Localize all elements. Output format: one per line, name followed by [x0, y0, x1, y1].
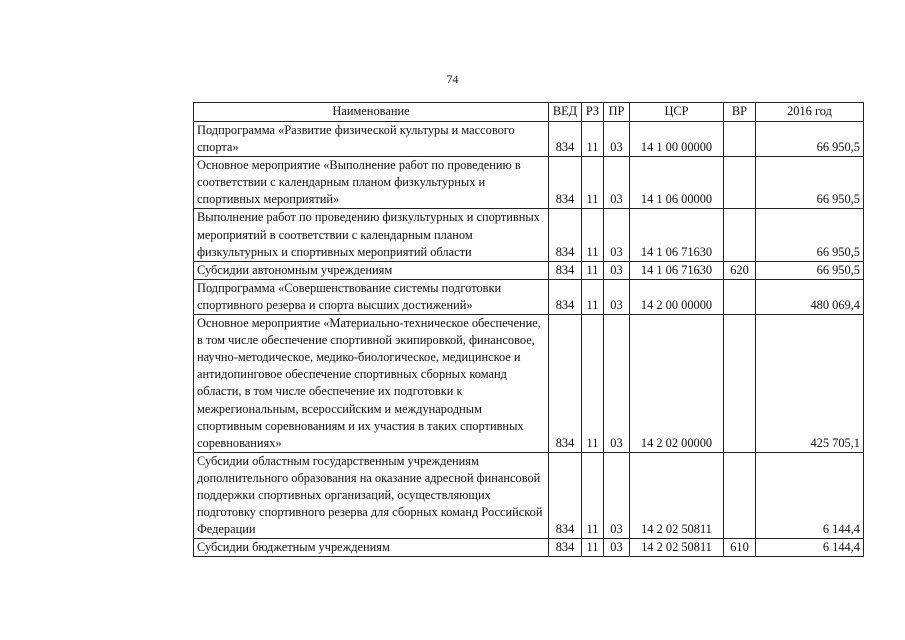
row-name: Подпрограмма «Совершенствование системы подготовки спортивного резерва и спорта высших достижений» [194, 279, 549, 314]
table-row [194, 452, 864, 538]
row-csr: 14 2 00 00000 [630, 279, 724, 314]
row-csr: 14 1 06 00000 [630, 157, 724, 209]
table-row [194, 279, 864, 314]
row-vr [724, 122, 756, 157]
table-row [194, 315, 864, 453]
table-row [194, 539, 864, 557]
row-pr: 03 [604, 452, 630, 538]
row-pr: 03 [604, 279, 630, 314]
row-name: Подпрограмма «Развитие физической культуры и массового спорта» [194, 122, 549, 157]
row-vr [724, 209, 756, 261]
row-ved: 834 [549, 261, 582, 279]
row-amount: 66 950,5 [756, 157, 864, 209]
header-year: 2016 год [756, 103, 864, 122]
row-name: Субсидии областным государственным учреждениям дополнительного образования на оказание адресной финансовой поддержки спортивных организаций, осуществляющих подготовку спортивного резерва для сборных команд Российской Федерации [194, 452, 549, 538]
row-vr: 620 [724, 261, 756, 279]
header-rz: РЗ [582, 103, 604, 122]
row-vr [724, 452, 756, 538]
row-rz: 11 [582, 157, 604, 209]
row-pr: 03 [604, 315, 630, 453]
page-number: 74 [446, 72, 459, 86]
table-header-row [194, 103, 864, 122]
row-ved: 834 [549, 157, 582, 209]
row-csr: 14 2 02 00000 [630, 315, 724, 453]
row-rz: 11 [582, 122, 604, 157]
row-rz: 11 [582, 279, 604, 314]
row-amount: 480 069,4 [756, 279, 864, 314]
row-ved: 834 [549, 279, 582, 314]
row-vr [724, 279, 756, 314]
header-name: Наименование [194, 103, 549, 122]
row-name: Субсидии автономным учреждениям [194, 261, 549, 279]
row-rz: 11 [582, 452, 604, 538]
row-amount: 6 144,4 [756, 452, 864, 538]
row-csr: 14 2 02 50811 [630, 539, 724, 557]
table-row [194, 157, 864, 209]
budget-table [193, 102, 864, 557]
header-vr: ВР [724, 103, 756, 122]
row-pr: 03 [604, 539, 630, 557]
row-rz: 11 [582, 315, 604, 453]
row-name: Субсидии бюджетным учреждениям [194, 539, 549, 557]
table-row [194, 122, 864, 157]
row-ved: 834 [549, 209, 582, 261]
row-rz: 11 [582, 539, 604, 557]
row-csr: 14 1 06 71630 [630, 261, 724, 279]
row-pr: 03 [604, 261, 630, 279]
row-pr: 03 [604, 157, 630, 209]
row-ved: 834 [549, 539, 582, 557]
row-rz: 11 [582, 209, 604, 261]
row-amount: 6 144,4 [756, 539, 864, 557]
row-amount: 66 950,5 [756, 261, 864, 279]
row-ved: 834 [549, 315, 582, 453]
row-name: Основное мероприятие «Материально-техническое обеспечение, в том числе обеспечение спортивной экипировкой, финансовое, научно-методическое, медико-биологическое, медицинское и антидопинговое обеспечение спортивных сборных команд области, в том числе обеспечение их подготовки к межрегиональным, всероссийским и международным спортивным соревнованиям и их участия в таких спортивных соревнованиях» [194, 315, 549, 453]
row-ved: 834 [549, 452, 582, 538]
row-vr [724, 157, 756, 209]
table-row [194, 209, 864, 261]
header-pr: ПР [604, 103, 630, 122]
row-vr: 610 [724, 539, 756, 557]
row-amount: 66 950,5 [756, 122, 864, 157]
row-amount: 425 705,1 [756, 315, 864, 453]
row-csr: 14 2 02 50811 [630, 452, 724, 538]
row-name: Основное мероприятие «Выполнение работ по проведению в соответствии с календарным планом физкультурных и спортивных мероприятий» [194, 157, 549, 209]
row-pr: 03 [604, 122, 630, 157]
row-vr [724, 315, 756, 453]
header-csr: ЦСР [630, 103, 724, 122]
row-pr: 03 [604, 209, 630, 261]
header-ved: ВЕД [549, 103, 582, 122]
row-csr: 14 1 00 00000 [630, 122, 724, 157]
row-csr: 14 1 06 71630 [630, 209, 724, 261]
row-amount: 66 950,5 [756, 209, 864, 261]
table-row [194, 261, 864, 279]
row-ved: 834 [549, 122, 582, 157]
row-name: Выполнение работ по проведению физкультурных и спортивных мероприятий в соответствии с календарным планом физкультурных и спортивных мероприятий области [194, 209, 549, 261]
row-rz: 11 [582, 261, 604, 279]
